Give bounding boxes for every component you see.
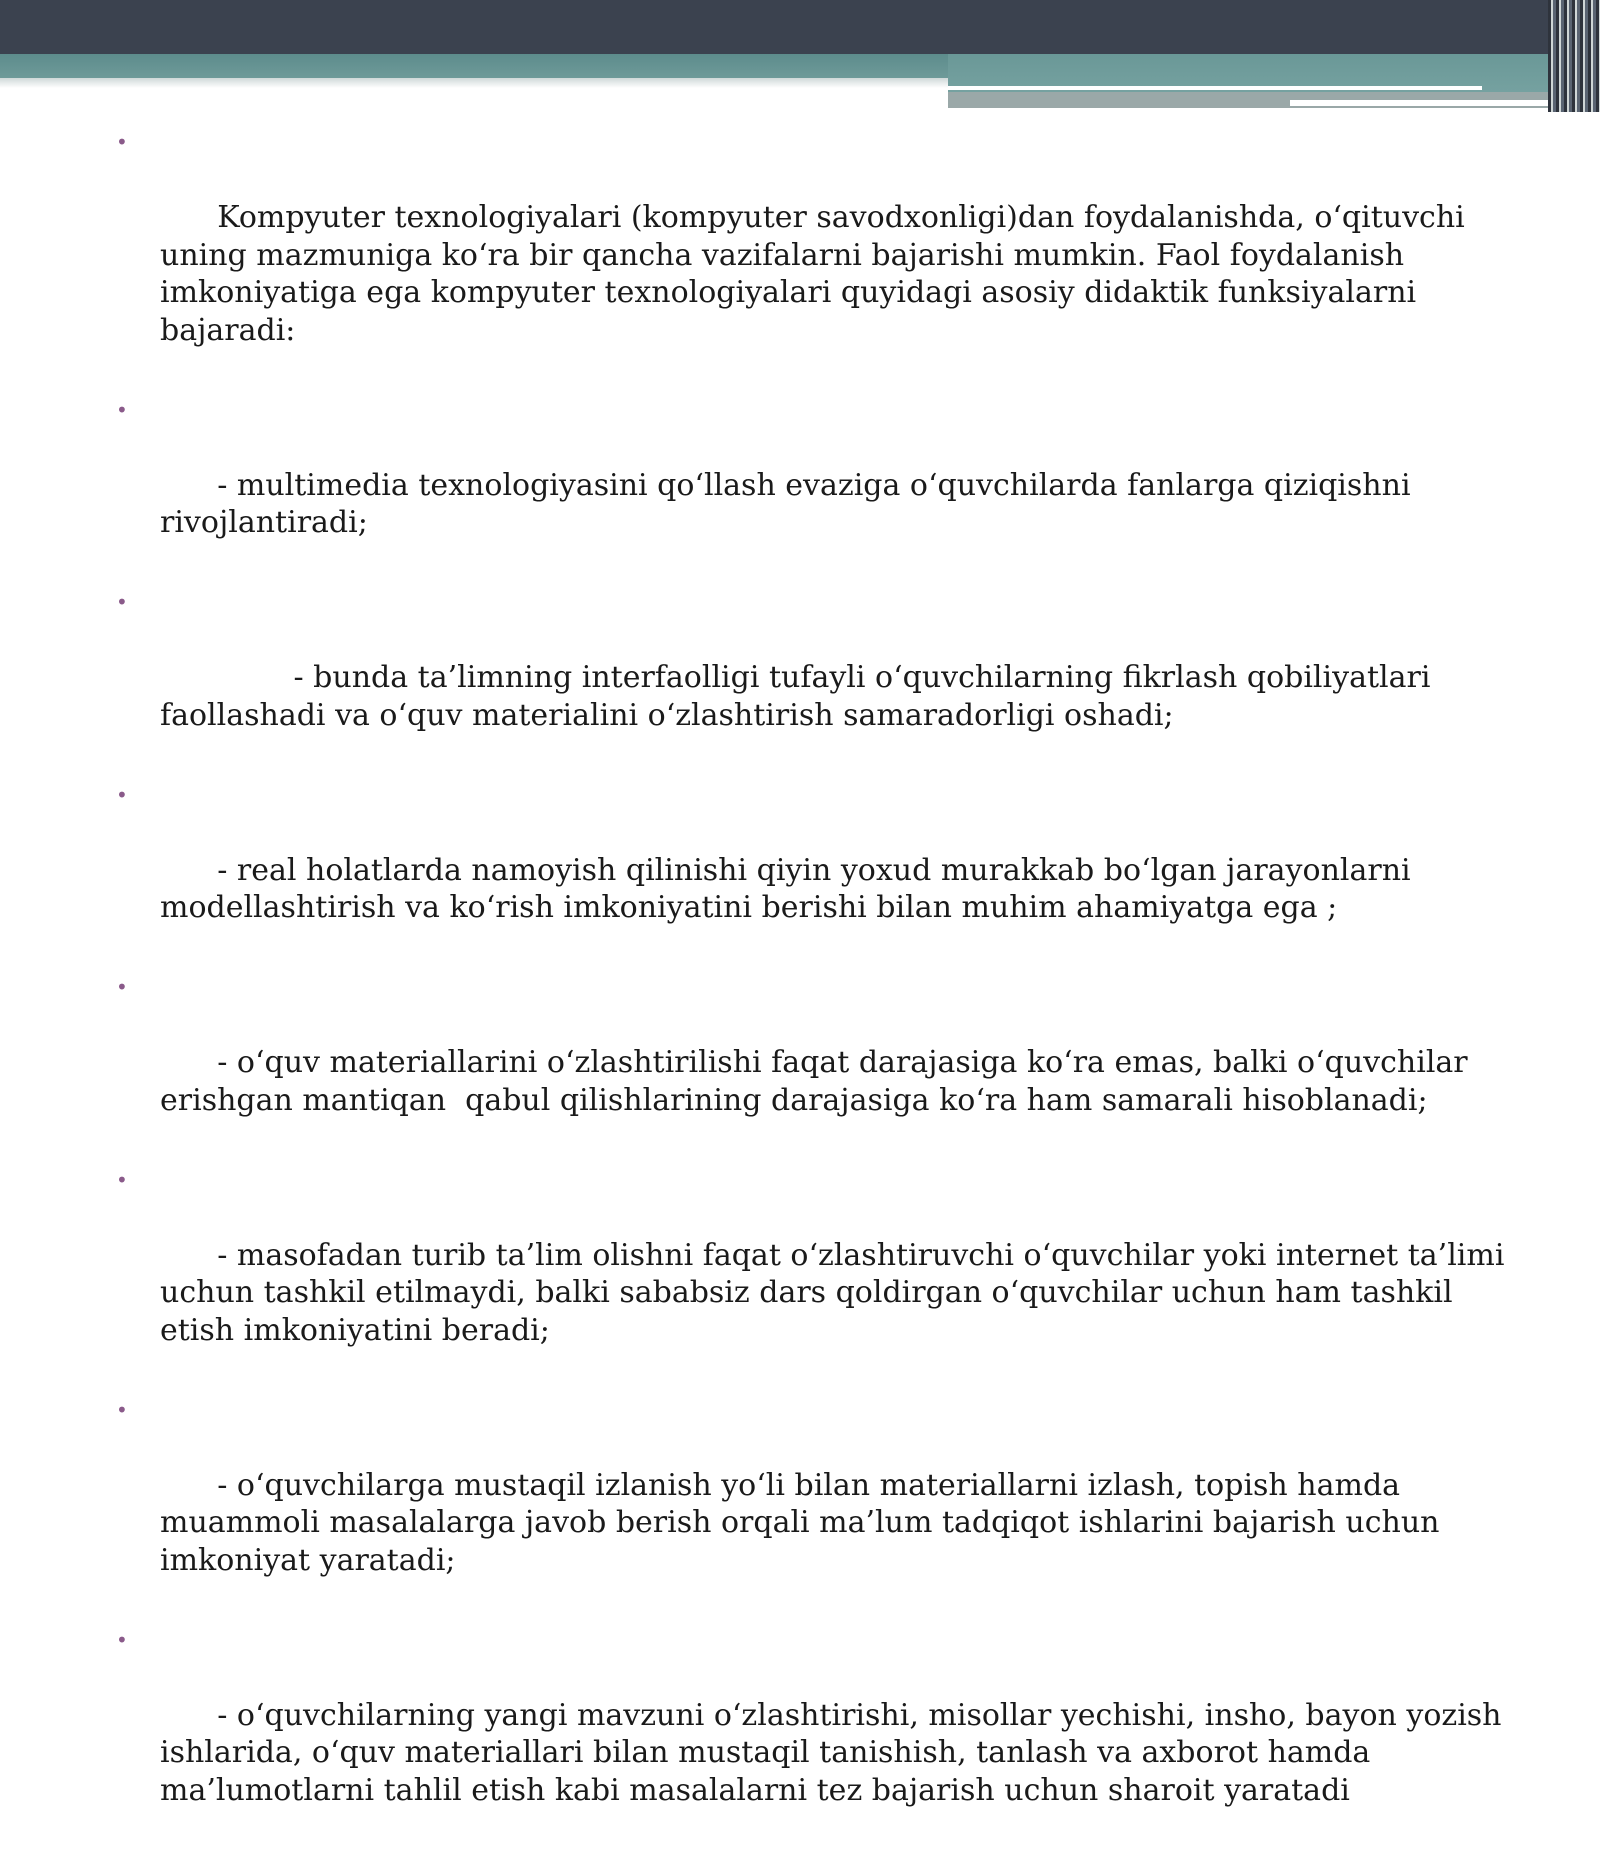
bullet-icon: • [116, 1627, 128, 1652]
list-item-text: - real holatlarda namoyish qilinishi qiyin yoxud murakkab bo‘lgan jarayonlarni modellashtirish va ko‘rish imkoniyatini berishi bilan muhim ahamiyatga ega ; [160, 852, 1421, 925]
bullet-icon: • [116, 975, 128, 999]
slide-body [110, 124, 1520, 1852]
list-item-text: Kompyuter texnologiyalari (kompyuter savodxonligi)dan foydalanishda, o‘qituvchi uning mazmuniga ko‘ra bir qancha vazifalarni bajarishi mumkin. Faol foydalanish imkoniyatiga ega kompyuter texnologiyalari quyidagi asosiy didaktik funksiyalarni bajaradi: [160, 200, 1475, 348]
list-item [110, 969, 1520, 1157]
list-item-text: - masofadan turib ta’lim olishni faqat o‘zlashtiruvchi o‘quvchilar yoki internet ta’limi uchun tashkil etilmaydi, balki sababsiz dars qoldirgan o‘quvchilar uchun ham tashkil etish imkoniyatini beradi; [160, 1237, 1514, 1348]
header-accent-band [0, 54, 950, 78]
header-accent-shadow [0, 78, 950, 88]
bullet-icon: • [116, 1397, 128, 1422]
bullet-icon: • [116, 130, 128, 154]
header-bar [0, 0, 1600, 54]
list-item [110, 124, 1520, 387]
list-item-text: - multimedia texnologiyasini qo‘llash evaziga o‘quvchilarda fanlarga qiziqishni rivojlantiradi; [160, 467, 1421, 540]
header-stripe-light [948, 86, 1482, 90]
list-item [110, 1392, 1520, 1617]
header-stripe-white [1290, 100, 1570, 106]
list-item [110, 584, 1520, 772]
list-item [110, 1162, 1520, 1387]
bullet-icon: • [116, 782, 128, 807]
bullet-icon: • [116, 1167, 128, 1192]
list-item-text: - bunda ta’limning interfaolligi tufayli o‘quvchilarning fikrlash qobiliyatlari faollashadi va o‘quv materialini o‘zlashtirish samaradorligi oshadi; [160, 660, 1440, 733]
bullet-icon: • [116, 397, 128, 422]
list-item-text: - o‘quv materiallarini o‘zlashtirilishi faqat darajasiga ko‘ra emas, balki o‘quvchilar erishgan mantiqan qabul qilishlarining darajasiga ko‘ra ham samarali hisoblanadi; [160, 1045, 1478, 1118]
list-item [110, 777, 1520, 965]
list-item-text: - o‘quvchilarning yangi mavzuni o‘zlashtirishi, misollar yechishi, insho, bayon yozish ishlarida, o‘quv materiallari bilan mustaqil tanishish, tanlash va axborot hamda ma’lumotlarni tahlil etish kabi masalalarni tez bajarish uchun sharoit yaratadi [160, 1697, 1512, 1808]
bullet-list [110, 124, 1520, 1847]
bullet-icon: • [116, 590, 128, 614]
header-edge-decoration [1548, 0, 1600, 112]
list-item [110, 1622, 1520, 1847]
list-item-text: - o‘quvchilarga mustaqil izlanish yo‘li bilan materiallarni izlash, topish hamda muammoli masalalarga javob berish orqali ma’lum tadqiqot ishlarini bajarish uchun imkoniyat yaratadi; [160, 1467, 1450, 1578]
list-item [110, 392, 1520, 580]
